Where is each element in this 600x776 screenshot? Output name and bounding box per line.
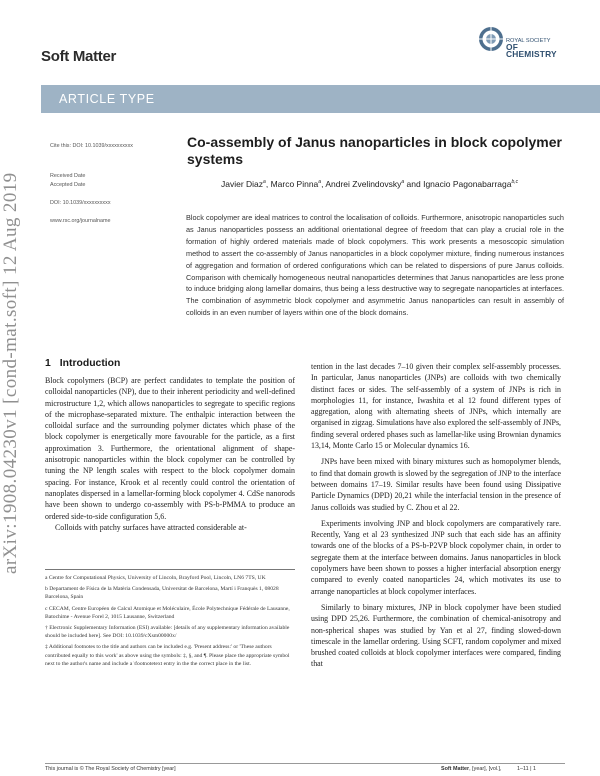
author-list: Javier Diaz$^a$, Marco Pinna$^a$, Andrei Zvelindovsky$^a$ and Ignacio Pagonabarraga$^{b,c}$ [221, 179, 519, 189]
cite-this: Cite this: DOI: 10.1039/xxxxxxxxxx [50, 143, 133, 149]
author-name: Marco Pinna [270, 179, 319, 189]
body-column-left [45, 375, 295, 533]
footer-volume: , [year], [vol.], [469, 766, 502, 772]
author-name: Andrei Zvelindovsky [325, 179, 402, 189]
article-type-banner [41, 85, 600, 113]
footer-citation [441, 766, 536, 772]
section-title: Introduction [59, 358, 121, 369]
received-date: Received Date [50, 173, 86, 179]
footnotes [45, 574, 295, 671]
arxiv-identifier[interactable]: arXiv:1908.04230v1 [cond-mat.soft] 12 Aug 2019 [0, 172, 21, 574]
accepted-date: Accepted Date [50, 182, 86, 188]
journal-name: Soft Matter [41, 48, 117, 65]
body-paragraph: Colloids with patchy surfaces have attracted considerable at- [55, 522, 247, 532]
section-heading [45, 358, 120, 369]
footnote: a Centre for Computational Physics, University of Lincoln, Brayford Pool, Lincoln, LN6 7TS, UK [45, 575, 266, 581]
footer-journal: Soft Matter [441, 766, 470, 772]
author-affiliation: a [318, 179, 322, 186]
author-name: Ignacio Pagonabarraga [423, 179, 512, 189]
article-type-label: ARTICLE TYPE [59, 92, 155, 106]
page-number: 1–11 | 1 [517, 766, 537, 772]
journal-url[interactable]: www.rsc.org/journalname [50, 218, 111, 224]
section-number: 1 [45, 358, 51, 369]
footnote: c CECAM, Centre Européen de Calcul Atomique et Moléculaire, École Polytechnique Fédérale de Lausanne, Batochime - Avenue Forel 2, 1015 Lausanne, Switzerland [45, 605, 290, 620]
doi: DOI: 10.1039/xxxxxxxxxx [50, 200, 111, 206]
footnote-divider [45, 569, 295, 570]
publisher-logo [478, 26, 558, 68]
author-name: Javier Diaz [221, 179, 264, 189]
body-paragraph: tention in the last decades 7–10 given their complex self-assembly processes. In particular, Janus nanoparticles (JNPs) are colloids with two chemically distinct faces or sides. The self-assembly of a system of JNPs is rich in morphologies 11, for instance, Iwashita et al 12 found different types of aggregation, along with alternating sheets of JNPs, which internally are organised in zigzag. Simulations have also explored the self-assembly of JNPs, finding several ordered phases such as lamellar-like using Brownian dynamics 13,14, Monte Carlo 15 or Molecular dynamics 16. [311, 362, 561, 451]
footnote: b Departament de Física de la Matèria Condensada, Universitat de Barcelona, Martí i Franquès 1, 08028 Barcelona, Spain [45, 586, 279, 601]
footnote: ‡ Additional footnotes to the title and authors can be included e.g. 'Present address:' or 'These authors contributed equally to this work' as above using the symbols: ‡, §, and ¶. Please place the appropriate symbol next to the author's name and include a \footnotetext entry in the the correct place in the list. [45, 644, 290, 667]
body-paragraph: Similarly to binary mixtures, JNP in block copolymer have been studied using DPD 25,26. Furthermore, the combination of chemical-anisotropy and non-spherical shapes was studied by Yan et al 27, finding slowed-down timescale in the lamellar ordering. Using SCFT, random copolymer and mixed brushed coated colloids at block copolymer interfaces were compared, finding that [311, 602, 561, 669]
author-affiliation: a [401, 179, 405, 186]
body-column-right [311, 361, 561, 670]
author-affiliation: a [263, 179, 266, 186]
footer-rule [45, 763, 565, 764]
article-title: Co-assembly of Janus nanoparticles in block copolymer systems [187, 134, 562, 167]
rsc-line2: OF CHEMISTRY [506, 42, 557, 59]
footer-copyright: This journal is © The Royal Society of Chemistry [year] [45, 766, 176, 772]
body-paragraph: Experiments involving JNP and block copolymers are comparatively rare. Recently, Yang et al 23 synthesized JNP such that each side has an affinity towards one of the blocks of a PS-b-P2VP block copolymer chain, in order to segregate them at the interface between domains. Janus nanoparticles in block copolymers have been shown to posses a higher interfacial absorption energy compared to evenly coated nanoparticles 24, which motivates its use to arrange nanoparticles at block copolymer interfaces. [311, 518, 561, 596]
footnote: † Electronic Supplementary Information (ESI) available: [details of any supplementary information available should be included here]. See DOI: 10.1039/cXsm00000x/ [45, 625, 290, 640]
author-affiliation: b,c [511, 179, 519, 186]
rsc-line1: ROYAL SOCIETY [506, 38, 551, 44]
rsc-logo-icon [478, 26, 504, 52]
body-paragraph: Block copolymers (BCP) are perfect candidates to template the position of colloidal nanoparticles (NP), due to their inherent periodicity and well-defined microstructure 1,2, which allows nanoparticles to segregate to specific regions of the microphase-separated mixture. The enthalpic interaction between the colloidal surface and the surrounding polymer dictates which phase of the block copolymer is energetically more favourable for the particle, as a first approximation 3. Furthermore, the orientational alignment of shape-anisotropic nanoparticles within the block copolymer can be controlled by tuning the NP length scales with respect to the block copolymer domain spacing. For instance, Krook et al recently could control the orientation of nanoplates dispersed in a lamellar-forming block copolymer 4. CdSe nanorods have been shown to undergo co-assembly with PS-b-PMMA to produce an ordered side-to-side configuration 5,6. [45, 376, 295, 521]
abstract: Block copolymer are ideal matrices to control the localisation of colloids. Furthermore, anisotropic nanoparticles such as Janus nanoparticles possess an additional orientational degree of freedom that can play a crucial role in the formation of highly ordered materials made of block copolymers. This work presents a mesoscopic simulation method to assert the co-assembly of Janus nanoparticles in a block copolymer mixture, finding numerous instances of aggregation and formation of ordered configurations which can be related to dispersions of pure Janus colloids. Comparison with chemically homogeneous neutral nanoparticles determines that Janus nanoparticles are less prone to induce bridging along lamellar domains, thus being a less destructive way to segregate nanoparticles at interfaces. The combination of asymmetric block copolymer and asymmetric Janus nanoparticles can result in assembly of colloids in an even number of layers within one of the block domains. [186, 213, 564, 318]
body-paragraph: JNPs have been mixed with binary mixtures such as homopolymer blends, to find that domain growth is slowed by the segregation of JNP to the interface between domains 17–19. Similar results have been found using Dissipative Particle Dynamics (DPD) 20,21 while the interfacial tension in the presence of Janus colloids was studied by C. Zhou et al 22. [311, 457, 561, 512]
